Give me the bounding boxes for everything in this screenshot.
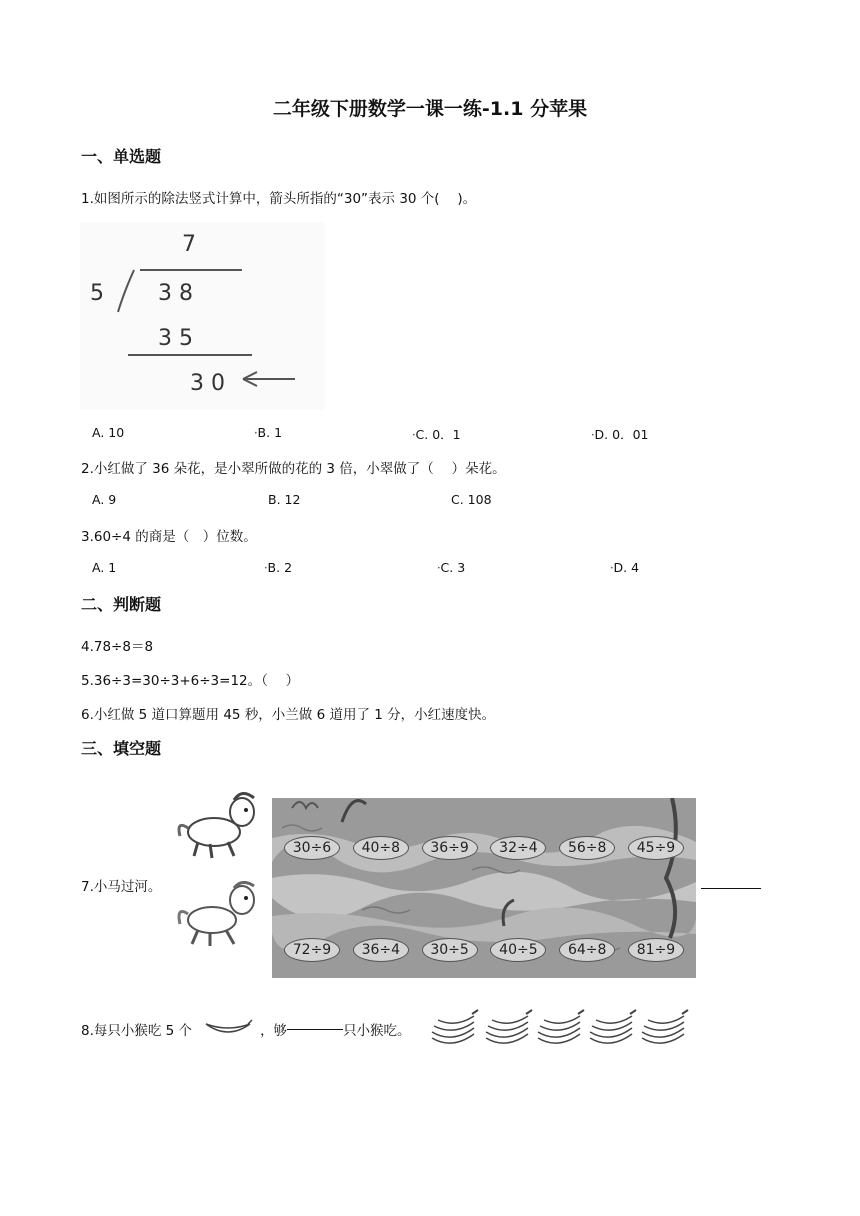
q7-answer-blank[interactable] xyxy=(701,878,761,889)
page-title: 二年级下册数学一课一练-1.1 分苹果 xyxy=(272,98,588,120)
q1-option-c-label: C. 0．1 xyxy=(415,427,461,442)
q1-option-a[interactable]: A. 10 xyxy=(92,425,125,440)
option-marker-icon: • xyxy=(437,565,441,572)
stepping-stone[interactable] xyxy=(353,836,409,860)
q1-option-c[interactable] xyxy=(412,425,461,443)
stone-expression: 32÷4 xyxy=(499,840,538,856)
stepping-stone[interactable] xyxy=(422,938,478,962)
q1-option-b-label: B. 1 xyxy=(257,425,283,440)
stone-expression: 45÷9 xyxy=(636,840,676,856)
stone-expression: 72÷9 xyxy=(292,942,332,958)
product-digits: 3 5 xyxy=(158,326,193,351)
stone-expression: 56÷8 xyxy=(567,840,607,856)
q3-option-d-label: D. 4 xyxy=(613,560,640,575)
stone-expression: 36÷4 xyxy=(361,942,401,958)
top-stones-row xyxy=(284,836,684,858)
banana-bunch-icon xyxy=(538,1010,584,1043)
banana-icon xyxy=(204,1018,254,1040)
q1-option-d-label: D. 0．01 xyxy=(594,427,649,442)
question-4-text: 4.78÷8＝8 xyxy=(81,639,154,655)
stepping-stone[interactable] xyxy=(284,836,340,860)
stepping-stone[interactable] xyxy=(559,836,615,860)
q2-option-c[interactable]: C. 108 xyxy=(451,492,492,507)
q2-option-b[interactable]: B. 12 xyxy=(268,492,301,507)
q3-option-a[interactable]: A. 1 xyxy=(92,560,117,575)
option-marker-icon: • xyxy=(610,565,614,572)
long-division-figure xyxy=(80,222,325,410)
q3-option-c-label: C. 3 xyxy=(440,560,466,575)
stepping-stone[interactable] xyxy=(559,938,615,962)
stepping-stone[interactable] xyxy=(628,938,684,962)
section-heading-true-false: 二、判断题 xyxy=(81,595,162,614)
option-marker-icon: • xyxy=(412,432,416,439)
stone-expression: 36÷9 xyxy=(430,840,469,856)
banana-bunch-icon xyxy=(590,1010,636,1043)
option-marker-icon: • xyxy=(264,565,268,572)
stepping-stone[interactable] xyxy=(353,938,409,962)
section-heading-single-choice: 一、单选题 xyxy=(81,147,162,166)
q3-option-d[interactable] xyxy=(610,560,639,575)
stepping-stone[interactable] xyxy=(628,836,684,860)
q3-option-b-label: B. 2 xyxy=(267,560,293,575)
question-2-text: 2.小红做了 36 朵花，是小翠所做的花的 3 倍，小翠做了（ ）朵花。 xyxy=(81,461,506,477)
q8-suffix: 只小猴吃。 xyxy=(343,1023,411,1039)
stone-expression: 30÷5 xyxy=(430,942,469,958)
q8-answer-blank[interactable] xyxy=(287,1028,343,1030)
stone-expression: 81÷9 xyxy=(636,942,676,958)
stone-expression: 64÷8 xyxy=(567,942,607,958)
question-1-text: 1.如图所示的除法竖式计算中，箭头所指的“30”表示 30 个( )。 xyxy=(81,191,477,207)
q1-option-d[interactable] xyxy=(591,425,648,443)
question-3-text: 3.60÷4 的商是（ ）位数。 xyxy=(81,529,257,545)
section-heading-fill-blank: 三、填空题 xyxy=(81,739,162,758)
horse-bottom-icon xyxy=(176,880,266,950)
divisor-digit: 5 xyxy=(90,281,104,306)
question-5-text: 5.36÷3=30÷3+6÷3=12。（ ） xyxy=(81,673,300,689)
question-7-label: 7.小马过河。 xyxy=(81,879,162,895)
banana-bunch-icon xyxy=(432,1010,478,1043)
option-marker-icon: • xyxy=(591,432,595,439)
bottom-stones-row xyxy=(284,938,684,960)
stone-expression: 30÷6 xyxy=(292,840,332,856)
quotient-digit: 7 xyxy=(182,232,196,257)
q8-prefix: 8.每只小猴吃 5 个 xyxy=(81,1023,193,1039)
stone-expression: 40÷8 xyxy=(361,840,401,856)
banana-bunch-icon xyxy=(486,1010,532,1043)
stepping-stone[interactable] xyxy=(490,938,546,962)
stone-expression: 40÷5 xyxy=(499,942,538,958)
question-8-line xyxy=(81,1018,411,1040)
horse-top-icon xyxy=(172,790,264,862)
dividend-digits: 3 8 xyxy=(158,281,193,306)
river-picture xyxy=(272,798,696,978)
q8-middle: ，够 xyxy=(260,1023,288,1039)
q1-option-b[interactable] xyxy=(254,425,282,440)
remainder-digits: 3 0 xyxy=(190,371,225,396)
stepping-stone[interactable] xyxy=(490,836,546,860)
option-marker-icon: • xyxy=(254,430,258,437)
question-6-text: 6.小红做 5 道口算题用 45 秒，小兰做 6 道用了 1 分，小红速度快。 xyxy=(81,707,496,723)
banana-bunches-group xyxy=(428,1008,690,1052)
banana-bunch-icon xyxy=(642,1010,688,1043)
stepping-stone[interactable] xyxy=(422,836,478,860)
q2-option-a[interactable]: A. 9 xyxy=(92,492,117,507)
q3-option-b[interactable] xyxy=(264,560,292,575)
stepping-stone[interactable] xyxy=(284,938,340,962)
q3-option-c[interactable] xyxy=(437,560,465,575)
